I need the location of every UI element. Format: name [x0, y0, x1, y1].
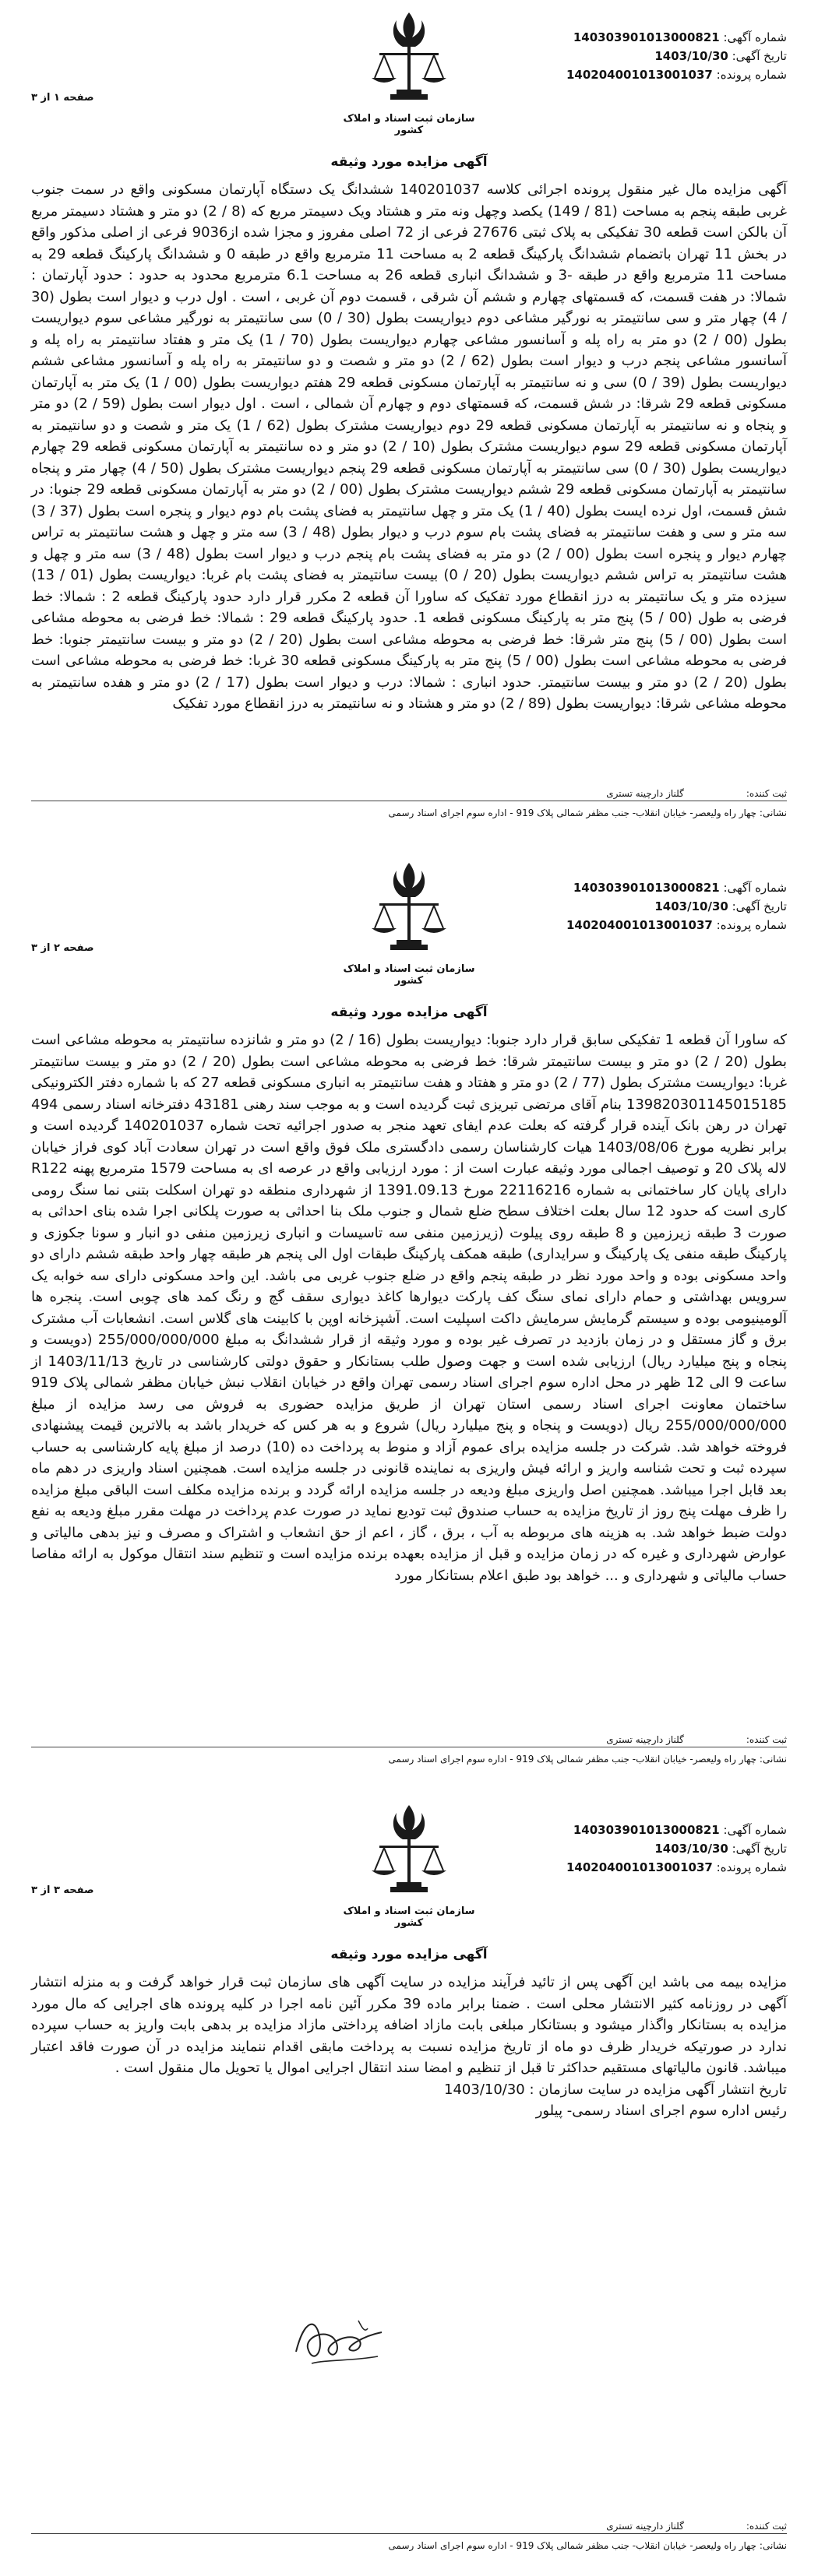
file-number: 140204001013001037 [566, 1860, 713, 1874]
page-number: صفحه ۱ از ۳ [31, 92, 94, 104]
ad-title: آگهی مزایده مورد وثیقه [330, 1947, 488, 1962]
emblem-logo [335, 6, 483, 139]
registrar-label: ثبت کننده: [746, 788, 787, 799]
ad-title: آگهی مزایده مورد وثیقه [330, 1005, 488, 1020]
file-number-label: شماره پرونده: [716, 918, 787, 932]
ad-number-label: شماره آگهی: [723, 30, 787, 44]
registrar-label: ثبت کننده: [746, 1734, 787, 1745]
emblem-logo [335, 1799, 483, 1931]
ad-body: آگهی مزایده مال غیر منقول پرونده اجرائی کلاسه 140201037 ششدانگ یک دستگاه آپارتمان مسکونی واقع در سمت جنوب غربی طبقه پنجم به مساحت (81 / 149) یکصد وچهل ونه متر و هشتاد ویک دسیمتر مربع که (8 / 2) دو متر و هشتاد دسیمتر مربع آن بالکن است قطعه 30 تفکیکی به پلاک ثبتی 27676 فرعی از 72 اصلی مفروز و مجزا شده از9036 فرعی از اصلی مذکور واقع در بخش 11 تهران باتضمام ششدانگ پارکینگ قطعه 2 به مساحت 11 مترمربع واقع در طبقه 0 و ششدانگ پارکینگ قطعه 29 به مساحت 11 مترمربع واقع در طبقه -3 و ششدانگ انباری قطعه 26 به مساحت 6.1 مترمربع محدود به حدود : حدود آپارتمان : شمالا: در هفت قسمت، که قسمتهای چهارم و ششم آن شرقی ، قسمت دوم آن غربی ، است . اول درب و دیوار است بطول (30 / 4) چهار متر و سی سانتیمتر به نورگیر مشاعی دوم دیواریست بطول (30 / 0) سی سانتیمتر به نورگیر مشاعی سوم دیواریست بطول (00 / 2) دو متر به راه پله و آسانسور مشاعی چهارم دیواریست بطول (70 / 1) یک متر و هفتاد سانتیمتر به راه پله و آسانسور مشاعی پنجم درب و دیوار است بطول (62 / 2) دو متر و شصت و دو سانتیمتر به راه پله و آسانسور مشاعی ششم دیواریست بطول (39 / 0) سی و نه سانتیمتر به آپارتمان مسکونی قطعه 29 هفتم دیواریست بطول (00 / 1) یک متر به آپارتمان مسکونی قطعه 29 شرقا: در شش قسمت، که قسمتهای دوم و چهارم آن شمالی ، است . اول دیوار است بطول (59 / 2) دو متر و پنجاه و نه سانتیمتر به آپارتمان مسکونی قطعه 29 دوم دیواریست مشترک بطول (62 / 1) یک متر و شصت و دو سانتیمتر به آپارتمان مسکونی قطعه 29 سوم دیواریست مشترک بطول (10 / 2) دو متر و ده سانتیمتر به آپارتمان مسکونی قطعه 29 چهارم دیواریست بطول (30 / 0) سی سانتیمتر به آپارتمان مسکونی قطعه 29 پنجم دیواریست مشترک بطول (50 / 4) چهار متر و پنجاه سانتیمتر به آپارتمان مسکونی قطعه 29 ششم دیواریست مشترک بطول (00 / 2) دو متر به آپارتمان مسکونی قطعه 29 جنوبا: در شش قسمت، اول نرده ایست بطول (40 / 1) یک متر و چهل سانتیمتر به فضای پشت بام دوم دیوار و پنجره است بطول (37 / 3) سه متر و سی و هفت سانتیمتر به فضای پشت بام سوم درب و دیوار بطول (48 / 3) سه متر و چهل و هشت سانتیمتر به تراس چهارم دیوار و پنجره است بطول (00 / 2) دو متر به فضای پشت بام پنجم درب و دیوار است بطول (48 / 3) سه متر و چهل و هشت سانتیمتر به تراس ششم دیواریست بطول (20 / 0) بیست سانتیمتر به فضای پشت بام غربا: دیواریست بطول (01 / 13) سیزده متر و یک سانتیمتر به درز انقطاع مورد تفکیک که ساورا آن قطعه 2 مکرر قرار دارد حدود پارکینگ قطعه 2 : شمالا: خط فرضی به طول (00 / 5) پنج متر به پارکینگ مسکونی قطعه 1. حدود پارکینگ قطعه 29 : شمالا: خط فرضی به محوطه مشاعی است بطول (00 / 5) پنج متر شرقا: خط فرضی به محوطه مشاعی است بطول (20 / 2) دو متر و بیست سانتیمتر جنوبا: خط فرضی به محوطه مشاعی است بطول (00 / 5) پنج متر به پارکینگ مسکونی قطعه 30 غربا: خط فرضی به محوطه مشاعی است بطول (20 / 2) دو متر و بیست سانتیمتر. حدود انباری : شمالا: درب و دیوار است بطول (17 / 2) دو متر و هفده سانتیمتر به محوطه مشاعی شرقا: دیواریست بطول (89 / 2) دو متر و هشتاد و نه سانتیمتر به درز انقطاع مورد تفکیک [26, 181, 788, 712]
scales-of-justice-icon [362, 857, 456, 962]
signature-image [280, 2305, 397, 2375]
file-number: 140204001013001037 [566, 68, 713, 82]
ad-number: 140303901013000821 [573, 30, 720, 44]
ad-number: 140303901013000821 [573, 1823, 720, 1837]
ad-body: که ساورا آن قطعه 1 تفکیکی سابق قرار دارد جنوبا: دیواریست بطول (16 / 2) دو متر و شانزده سانتیمتر به محوطه مشاعی است بطول (20 / 2) دو متر و بیست سانتیمتر شرقا: خط فرضی به محوطه مشاعی است بطول (20 / 2) دو متر و بیست سانتیمتر غربا: دیواریست مشترک بطول (77 / 2) دو متر و هفتاد و هفت سانتیمتر به انباری مسکونی قطعه 27 که با شماره دفتر الکترونیکی 139820301145015185 بنام آقای مرتضی تبریزی ثبت گردیده است و به موجب سند رهنی 43181 دفترخانه اسناد رسمی 494 تهران در رهن بانک آینده قرار گرفته که بعلت عدم ایفای تعهد منجر به صدور اجرائیه تحت شماره 140201037 گردیده است و برابر نظریه مورخ 1403/08/06 هیات کارشناسان رسمی دادگستری ملک فوق واقع است در تهران سعادت آباد کوی فراز خیابان لاله پلاک 20 و توصیف اجمالی مورد وثیقه عبارت است از : مورد ارزیابی واقع در عرصه ای به مساحت 1579 مترمربع پهنه R122 دارای پایان کار ساختمانی به شماره 22116216 مورخ 1391.09.13 از شهرداری منطقه دو تهران اسکلت بتنی نما سنگ رومی کاری است که حدود 12 سال بعلت اختلاف سطح ضلع شمال و جنوب ملک بنا احداثی به صورت پلکانی اجرا شده بنای احداثی به صورت 3 طبقه زیرزمین و 8 طبقه روی پیلوت (زیرزمین منفی سه تاسیسات و انباری زیرزمین منفی دو انبار و سونا جکوزی و پارکینگ طبقه منفی یک پارکینگ و سرایداری) طبقه همکف پارکینگ طبقات اول الی پنجم هر طبقه چهار واحد طبقه ششم دارای دو واحد مسکونی بوده و واحد مورد نظر در طبقه پنجم واقع در ضلع جنوب غربی می باشد. این واحد مسکونی دارای سه خوابه یک سرویس بهداشتی و حمام دارای نمای سنگ کف پارکت دیوارها کاغذ دیواری سقف گچ و رنگ کمد های چوبی است. پنجره ها آلومینیومی بوده و سیستم گرمایش سرمایش داکت اسپلیت است. آشپزخانه اوپن با کابینت های گلاس است. انشعابات آب مشترک برق و گاز مستقل و در زمان بازدید در تصرف غیر بوده و مورد وثیقه از قرار ششدانگ به مبلغ 255/000/000/000 (دویست و پنجاه و پنج میلیارد ریال) ارزیابی شده است و جهت وصول طلب بستانکار و حقوق دولتی کارشناسی در تاریخ 1403/11/13 از ساعت 9 الی 12 ظهر در محل اداره سوم اجرای اسناد رسمی تهران واقع در خیابان انقلاب نبش خیابان مظفر شمالی پلاک 919 ساختمان معاونت اجرای اسناد رسمی استان تهران از طریق مزایده حضوری به فروش می رسد مزایده از مبلغ 255/000/000/000 ریال (دویست و پنجاه و پنج میلیارد ریال) شروع و به هر کس که خریدار باشد به بالاترین قیمت پیشنهادی فروخته خواهد شد. شرکت در جلسه مزایده برای عموم آزاد و منوط به پرداخت ده (10) درصد از مبلغ پایه کارشناسی به حساب سپرده ثبت و تحت شناسه واریز و ارائه فیش واریزی به نماینده قانونی در جلسه مزایده است. همچنین اسناد واریزی در دهم ماه بعد قابل اجرا میباشد. همچنین اصل واریزی مبلغ ودیعه در جلسه مزایده ارائه گردد و برنده مزایده مکلف است الباقی مبلغ مزایده را ظرف مهلت پنج روز از تاریخ مزایده به حساب صندوق ثبت تودیع نماید در صورت عدم پرداخت در مهلت مقرر مبلغ ودیعه به نفع دولت ضبط خواهد شد. به هزینه های مربوطه به آب ، برق ، گاز ، اعم از حق انشعاب و اشتراک و مصرف و نیز بدهی مالیاتی و عوارض شهرداری و غیره که در زمان مزایده و قبل از مزایده بعهده برنده مزایده است و تنظیم سند انتقال موکول به ارائه مفاصا حساب مالیاتی و شهرداری و ... خواهد بود طبق اعلام بستانکار مورد [26, 1032, 788, 1584]
ad-meta [566, 1821, 787, 1877]
ad-meta [566, 878, 787, 934]
ad-date-label: تاریخ آگهی: [732, 899, 787, 913]
office-address: نشانی: چهار راه ولیعصر- خیابان انقلاب- جنب مظفر شمالی پلاک 919 - اداره سوم اجرای اسناد رسمی [388, 808, 787, 818]
office-address: نشانی: چهار راه ولیعصر- خیابان انقلاب- جنب مظفر شمالی پلاک 919 - اداره سوم اجرای اسناد رسمی [388, 1754, 787, 1765]
ad-page-3 [31, 1799, 787, 2122]
registrar-name: گلناز دارچینه تستری [606, 1734, 684, 1745]
scales-of-justice-icon [362, 6, 456, 111]
ad-page-1 [26, 6, 788, 715]
ad-number-label: شماره آگهی: [723, 1823, 787, 1837]
ad-number-label: شماره آگهی: [723, 881, 787, 895]
registrar-name: گلناز دارچینه تستری [606, 2521, 684, 2532]
registrar-name: گلناز دارچینه تستری [606, 788, 684, 799]
ad-title: آگهی مزایده مورد وثیقه [330, 154, 488, 170]
org-name: سازمان ثبت اسناد و املاک کشور [343, 1906, 475, 1929]
page-number: صفحه ۲ از ۳ [31, 942, 94, 954]
file-number-label: شماره پرونده: [716, 1860, 787, 1874]
emblem-logo [335, 857, 483, 989]
ad-meta [566, 28, 787, 84]
ad-body: مزایده بیمه می باشد این آگهی پس از تائید فرآیند مزایده در سایت آگهی های سازمان ثبت قرار خواهد گرفت و به منزله انتشار آگهی در روزنامه کثیر الانتشار محلی است . ضمنا برابر ماده 39 مکرر آئین نامه اجرا در کلیه پرونده های اجرایی که مال مورد مزایده به بستانکار واگذار میشود و بستانکار مبلغی بابت مازاد اضافه پرداختی مازاد مزایده بر بدهی بابت واریز به حساب سپرده ندارد در صورتیکه خریدار ظرف دو ماه از تاریخ مزایده نسبت به پرداخت مابقی اقدام ننمایند مزایده در آن صورت فاقد اعتبار میباشد. قانون مالیاتهای مستقیم حداکثر تا قبل از تنظیم و امضا سند انتقال اجرایی اموال یا تحویل مال منقول است . تاریخ انتشار آگهی مزایده در سایت سازمان : 1403/10/30 رئیس اداره سوم اجرای اسناد رسمی- پیلور [31, 1974, 787, 2119]
page-footer [31, 1733, 787, 1766]
ad-number: 140303901013000821 [573, 881, 720, 895]
page-footer [31, 787, 787, 820]
scales-of-justice-icon [362, 1799, 456, 1904]
ad-date: 1403/10/30 [654, 1842, 728, 1856]
office-address: نشانی: چهار راه ولیعصر- خیابان انقلاب- جنب مظفر شمالی پلاک 919 - اداره سوم اجرای اسناد رسمی [388, 2540, 787, 2551]
ad-date-label: تاریخ آگهی: [732, 49, 787, 63]
file-number-label: شماره پرونده: [716, 68, 787, 82]
page-footer [31, 2519, 787, 2553]
page-number: صفحه ۳ از ۳ [31, 1884, 94, 1896]
org-name: سازمان ثبت اسناد و املاک کشور [343, 113, 475, 136]
ad-date: 1403/10/30 [654, 49, 728, 63]
ad-page-2 [26, 857, 788, 1586]
page-header [31, 1799, 787, 1947]
ad-date: 1403/10/30 [654, 899, 728, 913]
ad-date-label: تاریخ آگهی: [732, 1842, 787, 1856]
file-number: 140204001013001037 [566, 918, 713, 932]
registrar-label: ثبت کننده: [746, 2521, 787, 2532]
org-name: سازمان ثبت اسناد و املاک کشور [343, 963, 475, 987]
page-header [31, 6, 787, 154]
page-header [31, 857, 787, 1005]
